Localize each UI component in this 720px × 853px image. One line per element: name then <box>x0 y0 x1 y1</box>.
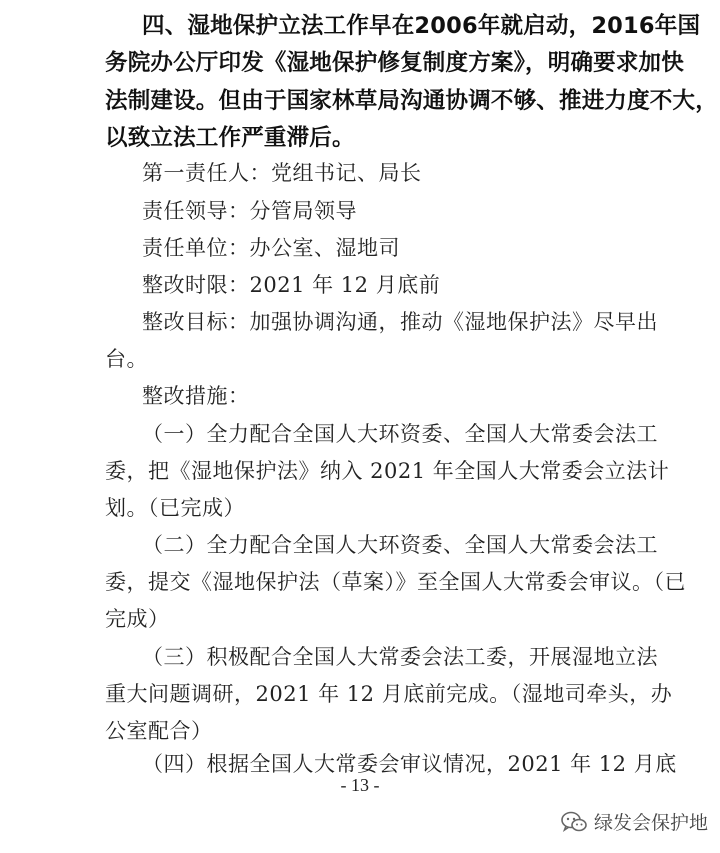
responsible-unit: 责任单位：办公室、湿地司 <box>142 236 400 260</box>
goal: 整改目标：加强协调沟通，推动《湿地保护法》尽早出 <box>142 310 658 334</box>
responsible-person: 第一责任人：党组书记、局长 <box>142 161 422 185</box>
measure-line: 委，把《湿地保护法》纳入 2021 年全国人大常委会立法计 <box>105 459 670 483</box>
measure-line: 重大问题调研，2021 年 12 月底前完成。（湿地司牵头，办 <box>105 682 673 706</box>
measure-line: （一）全力配合全国人大环资委、全国人大常委会法工 <box>142 422 658 446</box>
watermark <box>560 808 708 835</box>
measure-line: （二）全力配合全国人大环资委、全国人大常委会法工 <box>142 533 658 557</box>
measure-line: （四）根据全国人大常委会审议情况，2021 年 12 月底 <box>142 752 677 776</box>
paragraph-line: 以致立法工作严重滞后。 <box>105 125 355 151</box>
measure-line: （三）积极配合全国人大常委会法工委，开展湿地立法 <box>142 645 658 669</box>
measure-line: 完成） <box>105 607 170 631</box>
paragraph-line: 四、湿地保护立法工作早在2006年就启动，2016年国 <box>142 13 701 39</box>
responsible-leader: 责任领导：分管局领导 <box>142 199 357 223</box>
measure-line: 委，提交《湿地保护法（草案）》至全国人大常委会审议。（已 <box>105 570 686 594</box>
watermark-text: 绿发会保护地 <box>594 812 709 834</box>
measures-heading: 整改措施： <box>142 384 250 408</box>
page-number: - 13 - <box>340 775 380 795</box>
goal-continued: 台。 <box>105 347 148 371</box>
measure-line: 划。（已完成） <box>105 496 245 520</box>
wechat-icon <box>560 810 588 834</box>
measure-line: 公室配合） <box>105 719 213 743</box>
paragraph-line: 法制建设。但由于国家林草局沟通协调不够、推进力度不大， <box>105 88 718 114</box>
deadline: 整改时限：2021 年 12 月底前 <box>142 273 441 297</box>
paragraph-line: 务院办公厅印发《湿地保护修复制度方案》，明确要求加快 <box>105 50 684 76</box>
